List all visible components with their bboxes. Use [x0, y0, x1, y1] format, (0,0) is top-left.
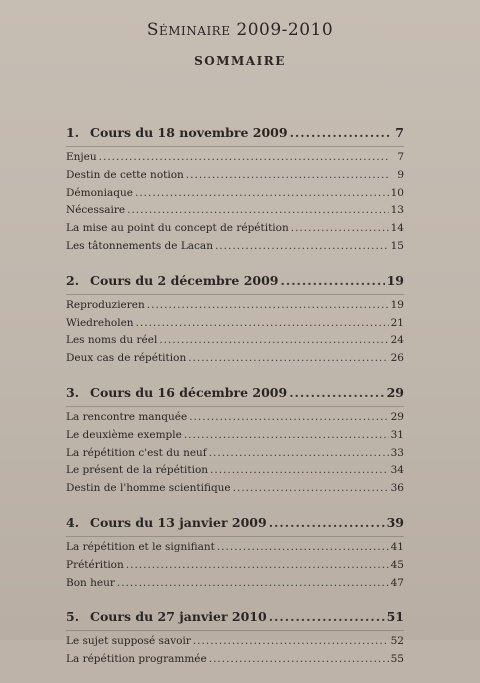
entry-label: Wiedreholen — [66, 316, 134, 329]
toc-entry — [66, 315, 404, 333]
chapter-title: Cours du 16 décembre 2009 — [90, 384, 288, 400]
chapter-title: Cours du 13 janvier 2009 — [90, 514, 267, 530]
entry-label: Bon heur — [66, 576, 115, 589]
entry-page: 52 — [390, 635, 404, 648]
toc-entry — [66, 220, 404, 238]
dot-leader — [210, 462, 389, 480]
entry-page: 19 — [390, 298, 404, 311]
chapter-number: 2. — [66, 272, 80, 288]
chapter-heading — [66, 382, 404, 404]
entry-label: Les tâtonnements de Lacan — [66, 239, 213, 252]
toc-entry — [66, 539, 404, 557]
dot-leader — [289, 382, 384, 404]
entry-label: Destin de cette notion — [66, 168, 184, 181]
dot-leader — [217, 539, 389, 557]
dot-leader — [233, 480, 389, 498]
entry-page: 21 — [390, 316, 404, 329]
entry-label: Le sujet supposé savoir — [66, 635, 191, 648]
toc-section-1 — [66, 122, 404, 256]
chapter-page: 7 — [395, 125, 404, 140]
dot-leader — [135, 185, 389, 203]
entry-label: Le deuxième exemple — [66, 428, 182, 441]
chapter-title: Cours du 2 décembre 2009 — [90, 272, 279, 288]
entry-label: Enjeu — [66, 151, 97, 163]
chapter-number: 4. — [66, 514, 80, 530]
chapter-title: Cours du 27 janvier 2010 — [90, 609, 267, 625]
chapter-page: 19 — [386, 272, 404, 288]
entry-label: La répétition c'est du neuf — [66, 446, 207, 459]
dot-leader — [269, 606, 385, 628]
toc-entry — [66, 185, 404, 203]
chapter-page: 29 — [386, 384, 404, 400]
entry-page: 29 — [390, 410, 404, 423]
page-title: Séminaire 2009-2010 — [146, 20, 334, 40]
chapter-number: 3. — [66, 384, 80, 400]
chapter-heading — [66, 512, 404, 534]
toc-entry — [66, 427, 404, 445]
entry-page: 34 — [390, 464, 404, 477]
entry-page: 9 — [397, 168, 404, 181]
toc-entry — [66, 202, 404, 220]
entry-page: 24 — [390, 334, 404, 347]
underline-rule — [66, 630, 404, 631]
toc-entry — [66, 332, 404, 350]
entry-label: Deux cas de répétition — [66, 352, 187, 365]
toc-entry — [66, 238, 404, 256]
entry-label: Démoniaque — [66, 186, 133, 199]
entry-page: 45 — [390, 558, 404, 571]
chapter-heading — [66, 270, 404, 292]
entry-label: La mise au point du concept de répétition — [66, 222, 289, 235]
dot-leader — [269, 512, 385, 534]
entry-page: 33 — [390, 446, 404, 459]
toc-entry — [66, 462, 404, 480]
chapter-page: 39 — [386, 514, 404, 530]
dot-leader — [209, 445, 389, 463]
underline-rule — [66, 294, 404, 295]
entry-page: 13 — [390, 204, 404, 217]
toc-entry — [66, 445, 404, 463]
underline-rule — [66, 536, 404, 537]
entry-label: La répétition et le signifiant — [66, 540, 215, 553]
entry-label: Les noms du réel — [66, 334, 158, 347]
entry-page: 41 — [390, 540, 404, 553]
table-of-contents — [66, 122, 404, 683]
entry-label: Le présent de la répétition — [66, 464, 209, 477]
dot-leader — [127, 202, 389, 220]
underline-rule — [66, 406, 404, 407]
toc-entry — [66, 149, 404, 167]
entry-page: 7 — [397, 151, 404, 163]
toc-section-5 — [66, 606, 404, 669]
dot-leader — [117, 575, 389, 593]
toc-section-2 — [66, 270, 404, 368]
dot-leader — [184, 427, 389, 445]
entry-label: Prétérition — [66, 558, 124, 571]
entry-label: Nécessaire — [66, 204, 126, 217]
dot-leader — [291, 220, 389, 238]
dot-leader — [215, 238, 389, 256]
toc-entry — [66, 633, 404, 651]
dot-leader — [136, 315, 389, 333]
dot-leader — [147, 297, 389, 315]
chapter-number: 5. — [66, 609, 80, 625]
toc-entry — [66, 167, 404, 185]
chapter-heading — [66, 122, 404, 144]
dot-leader — [159, 332, 388, 350]
toc-entry — [66, 297, 404, 315]
toc-section-3 — [66, 382, 404, 498]
toc-entry — [66, 409, 404, 427]
toc-entry — [66, 651, 404, 669]
entry-label: Destin de l'homme scientifique — [66, 482, 231, 495]
dot-leader — [188, 350, 388, 368]
toc-section-4 — [66, 512, 404, 592]
entry-page: 10 — [390, 186, 404, 199]
entry-label: La répétition programmée — [66, 653, 207, 666]
entry-page: 15 — [390, 239, 404, 252]
dot-leader — [209, 651, 389, 669]
dot-leader — [126, 557, 389, 575]
dot-leader — [290, 122, 390, 144]
chapter-page: 51 — [386, 609, 404, 625]
entry-page: 14 — [390, 222, 404, 235]
chapter-title: Cours du 18 novembre 2009 — [90, 125, 288, 140]
toc-entry — [66, 350, 404, 368]
dot-leader — [189, 409, 388, 427]
chapter-heading — [66, 606, 404, 628]
page-subtitle: SOMMAIRE — [194, 54, 286, 68]
dot-leader — [99, 149, 390, 167]
dot-leader — [193, 633, 389, 651]
entry-label: La rencontre manquée — [66, 410, 188, 423]
entry-page: 31 — [390, 428, 404, 441]
toc-entry — [66, 575, 404, 593]
dot-leader — [186, 167, 390, 185]
entry-page: 26 — [390, 352, 404, 365]
entry-page: 36 — [390, 482, 404, 495]
toc-entry — [66, 557, 404, 575]
underline-rule — [66, 146, 404, 147]
entry-page: 47 — [390, 576, 404, 589]
entry-label: Reproduzieren — [66, 298, 145, 311]
dot-leader — [280, 270, 384, 292]
entry-page: 55 — [390, 653, 404, 666]
chapter-number: 1. — [66, 125, 80, 140]
toc-entry — [66, 480, 404, 498]
